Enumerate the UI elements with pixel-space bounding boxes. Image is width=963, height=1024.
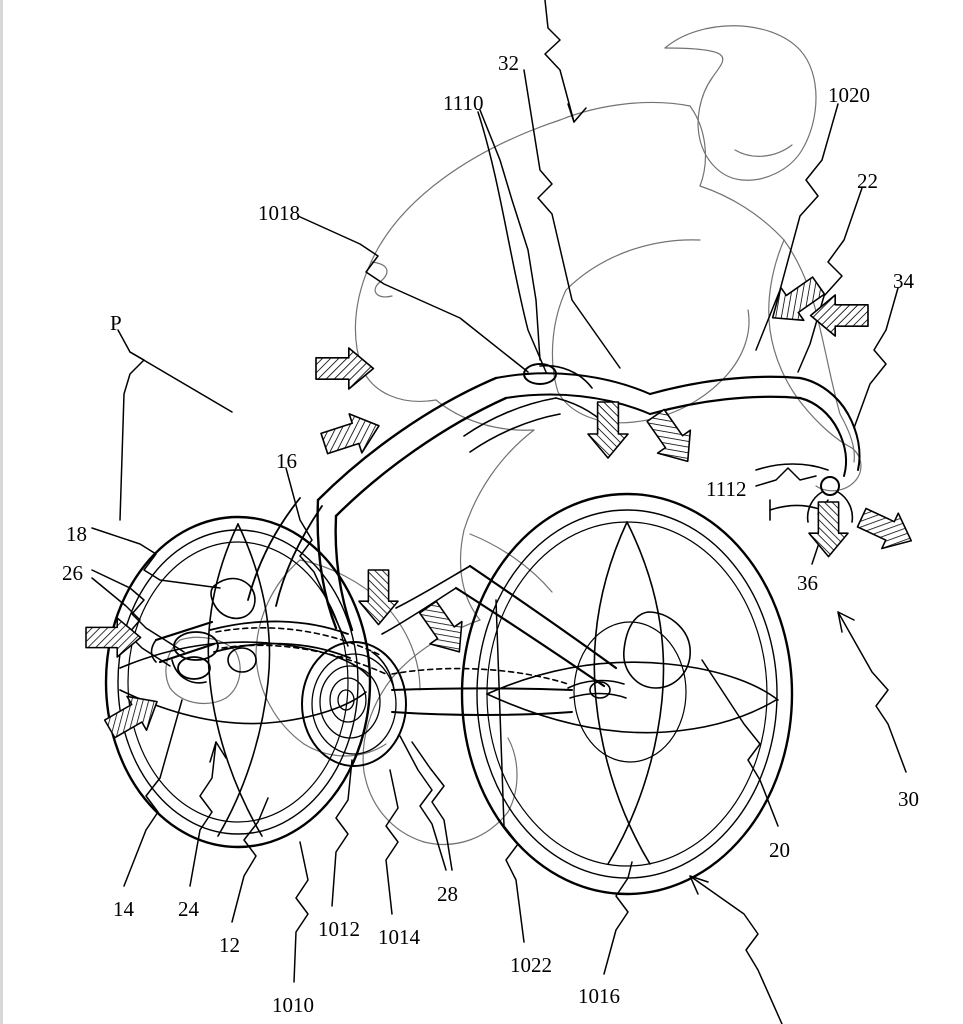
load-arrows: [86, 269, 919, 746]
ref-label-1012: 1012: [318, 917, 360, 941]
ref-label-1110: 1110: [443, 91, 484, 115]
ref-label-P: P: [110, 311, 122, 335]
ref-label-1022: 1022: [510, 953, 552, 977]
bicycle-frame: [106, 364, 860, 894]
ref-label-1020: 1020: [828, 83, 870, 107]
ref-label-1016: 1016: [578, 984, 620, 1008]
ref-label-24: 24: [178, 897, 199, 921]
ref-label-1112: 1112: [706, 477, 747, 501]
ref-label-16: 16: [276, 449, 297, 473]
ref-label-22: 22: [857, 169, 878, 193]
lead-lines: [92, 0, 906, 1024]
ref-label-14: 14: [113, 897, 134, 921]
ref-label-20: 20: [769, 838, 790, 862]
ref-label-28: 28: [437, 882, 458, 906]
ref-label-32: 32: [498, 51, 519, 75]
ref-label-1014: 1014: [378, 925, 420, 949]
ref-label-1018: 1018: [258, 201, 300, 225]
ref-label-34: 34: [893, 269, 914, 293]
ref-label-1010: 1010: [272, 993, 314, 1017]
ref-label-12: 12: [219, 933, 240, 957]
ref-label-18: 18: [66, 522, 87, 546]
rider-outline: [166, 26, 861, 845]
ref-label-36: 36: [797, 571, 818, 595]
ref-label-30: 30: [898, 787, 919, 811]
ref-label-26: 26: [62, 561, 83, 585]
